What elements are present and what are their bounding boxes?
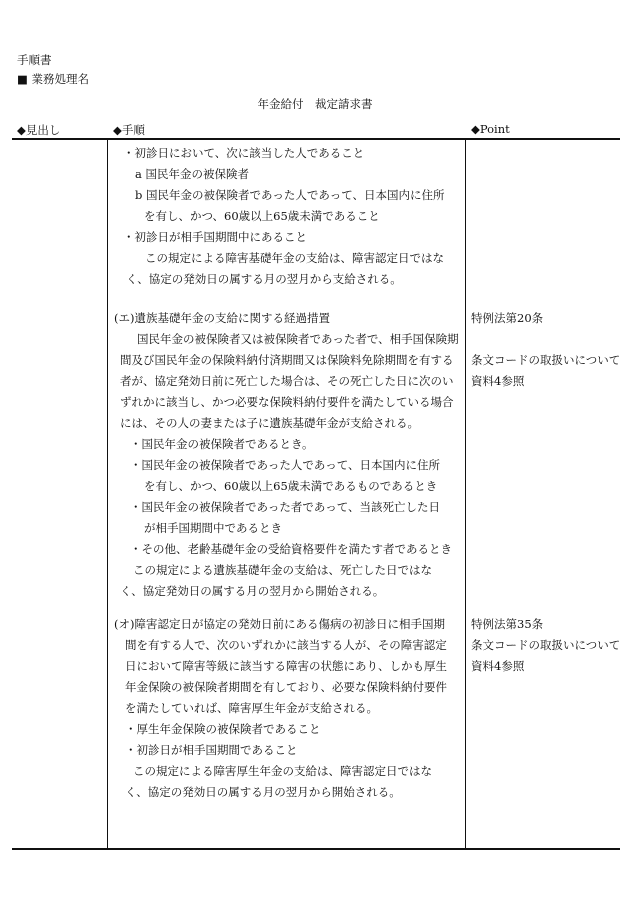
step-line: ・その他、老齢基礎年金の受給資格要件を満たす者であるとき [130,542,452,556]
step-line: を有し、かつ、60歳以上65歳未満であるものであるとき [144,479,438,493]
step-line: を満たしていれば、障害厚生年金が支給される。 [125,701,378,715]
step-line: a 国民年金の被保険者 [135,167,250,181]
step-line: ・初診日が相手国期間であること [125,743,298,757]
point-reference: 資料4参照 [471,374,525,388]
step-line: ・国民年金の被保険者であるとき。 [130,437,314,451]
step-line: 間を有する人で、次のいずれかに該当する人が、その障害認定 [125,638,447,652]
section-heading: (オ)障害認定日が協定の発効日前にある傷病の初診日に相手国期 [114,617,445,631]
table-top-rule [12,138,620,140]
step-line: ・初診日が相手国期間中にあること [123,230,307,244]
point-article-ref: 特例法第35条 [471,617,544,631]
business-name-label: ■ 業務処理名 [17,72,90,86]
point-reference: 資料4参照 [471,659,525,673]
step-line: ・厚生年金保険の被保険者であること [125,722,321,736]
column-divider-right [465,139,466,848]
step-line: が相手国期間中であるとき [144,521,282,535]
column-header-steps: ◆手順 [113,123,145,137]
column-header-heading: ◆見出し [17,123,61,137]
step-line: には、その人の妻または子に遺族基礎年金が支給される。 [120,416,419,430]
step-line: く、協定の発効日の属する月の翌月から支給される。 [126,272,402,286]
step-line: を有し、かつ、60歳以上65歳未満であること [144,209,380,223]
step-line: この規定による障害基礎年金の支給は、障害認定日ではな [145,251,444,265]
table-bottom-rule [12,848,620,850]
step-line: く、協定発効日の属する月の翌月から開始される。 [120,584,385,598]
step-line: く、協定の発効日の属する月の翌月から開始される。 [125,785,401,799]
step-line: この規定による遺族基礎年金の支給は、死亡した日ではな [133,563,432,577]
column-divider-left [107,139,108,848]
step-line: この規定による障害厚生年金の支給は、障害認定日ではな [133,764,432,778]
step-line: ・初診日において、次に該当した人であること [123,146,365,160]
point-code-handling: 条文コードの取扱いについて [471,638,621,652]
column-header-point: ◆Point [471,122,510,136]
section-heading: (エ)遺族基礎年金の支給に関する経過措置 [114,311,330,325]
business-title: 年金給付 裁定請求書 [257,97,373,111]
point-article-ref: 特例法第20条 [471,311,544,325]
step-line: ・国民年金の被保険者であった人であって、日本国内に住所 [130,458,441,472]
step-line: 国民年金の被保険者又は被保険者であった者で、相手国保険期 [137,332,459,346]
step-line: ・国民年金の被保険者であった者であって、当該死亡した日 [130,500,441,514]
step-line: 年金保険の被保険者期間を有しており、必要な保険料納付要件 [125,680,447,694]
step-line: ずれかに該当し、かつ必要な保険料納付要件を満たしている場合 [120,395,454,409]
step-line: 間及び国民年金の保険料納付済期間又は保険料免除期間を有する [120,353,454,367]
step-line: 日において障害等級に該当する障害の状態にあり、しかも厚生 [125,659,447,673]
step-line: 者が、協定発効日前に死亡した場合は、その死亡した日に次のい [120,374,454,388]
point-code-handling: 条文コードの取扱いについて [471,353,621,367]
document-type-label: 手順書 [17,53,52,67]
step-line: b 国民年金の被保険者であった人であって、日本国内に住所 [135,188,445,202]
